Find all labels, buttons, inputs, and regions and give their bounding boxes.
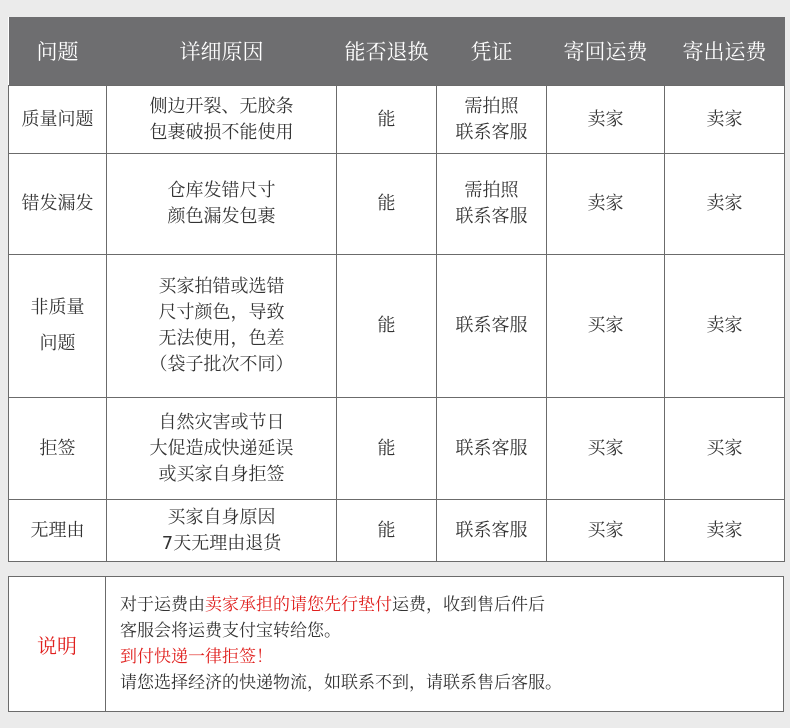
note-line-3: 到付快递一律拒签！ — [120, 647, 273, 667]
table-row — [9, 500, 785, 562]
table-row — [9, 398, 785, 500]
return-policy-panel — [8, 17, 784, 712]
cell-returnable: 能 — [337, 255, 437, 398]
note-line-2: 客服会将运费支付宝转给您。 — [120, 621, 341, 641]
return-policy-table — [8, 17, 785, 562]
cell-returnable: 能 — [337, 154, 437, 255]
cell-issue: 拒签 — [9, 398, 107, 500]
cell-send-fee: 卖家 — [665, 154, 785, 255]
cell-proof: 需拍照 联系客服 — [437, 154, 547, 255]
cell-return-fee: 卖家 — [547, 154, 665, 255]
cell-return-fee: 买家 — [547, 255, 665, 398]
cell-send-fee: 买家 — [665, 398, 785, 500]
cell-proof: 联系客服 — [437, 398, 547, 500]
cell-reason: 侧边开裂、无胶条 包裹破损不能使用 — [107, 86, 337, 154]
cell-returnable: 能 — [337, 500, 437, 562]
cell-reason: 买家自身原因 7天无理由退货 — [107, 500, 337, 562]
note-text: 运费，收到售后件后 — [392, 595, 545, 615]
cell-returnable: 能 — [337, 86, 437, 154]
note-body — [106, 577, 562, 711]
note-line-4: 请您选择经济的快递物流，如联系不到，请联系售后客服。 — [120, 673, 562, 693]
cell-send-fee: 卖家 — [665, 500, 785, 562]
cell-returnable: 能 — [337, 398, 437, 500]
table-row — [9, 255, 785, 398]
note-box — [8, 576, 784, 712]
cell-issue: 错发漏发 — [9, 154, 107, 255]
header-reason: 详细原因 — [107, 17, 337, 86]
note-text: 对于运费由 — [120, 595, 205, 615]
cell-issue: 无理由 — [9, 500, 107, 562]
cell-proof: 需拍照 联系客服 — [437, 86, 547, 154]
cell-issue: 非质量 问题 — [9, 255, 107, 398]
cell-return-fee: 卖家 — [547, 86, 665, 154]
cell-proof: 联系客服 — [437, 500, 547, 562]
cell-reason: 自然灾害或节日 大促造成快递延误 或买家自身拒签 — [107, 398, 337, 500]
cell-issue: 质量问题 — [9, 86, 107, 154]
cell-return-fee: 买家 — [547, 500, 665, 562]
note-line-1 — [120, 592, 562, 618]
table-header-row — [9, 17, 785, 86]
table-row — [9, 86, 785, 154]
header-return-fee: 寄回运费 — [547, 17, 665, 86]
cell-proof: 联系客服 — [437, 255, 547, 398]
note-label: 说明 — [9, 577, 106, 711]
header-returnable: 能否退换 — [337, 17, 437, 86]
cell-reason: 仓库发错尺寸 颜色漏发包裹 — [107, 154, 337, 255]
note-highlight: 卖家承担的请您先行垫付 — [205, 595, 392, 615]
cell-reason: 买家拍错或选错 尺寸颜色，导致 无法使用，色差 （袋子批次不同） — [107, 255, 337, 398]
header-proof: 凭证 — [437, 17, 547, 86]
header-send-fee: 寄出运费 — [665, 17, 785, 86]
header-issue: 问题 — [9, 17, 107, 86]
cell-send-fee: 卖家 — [665, 255, 785, 398]
table-row — [9, 154, 785, 255]
cell-return-fee: 买家 — [547, 398, 665, 500]
cell-send-fee: 卖家 — [665, 86, 785, 154]
